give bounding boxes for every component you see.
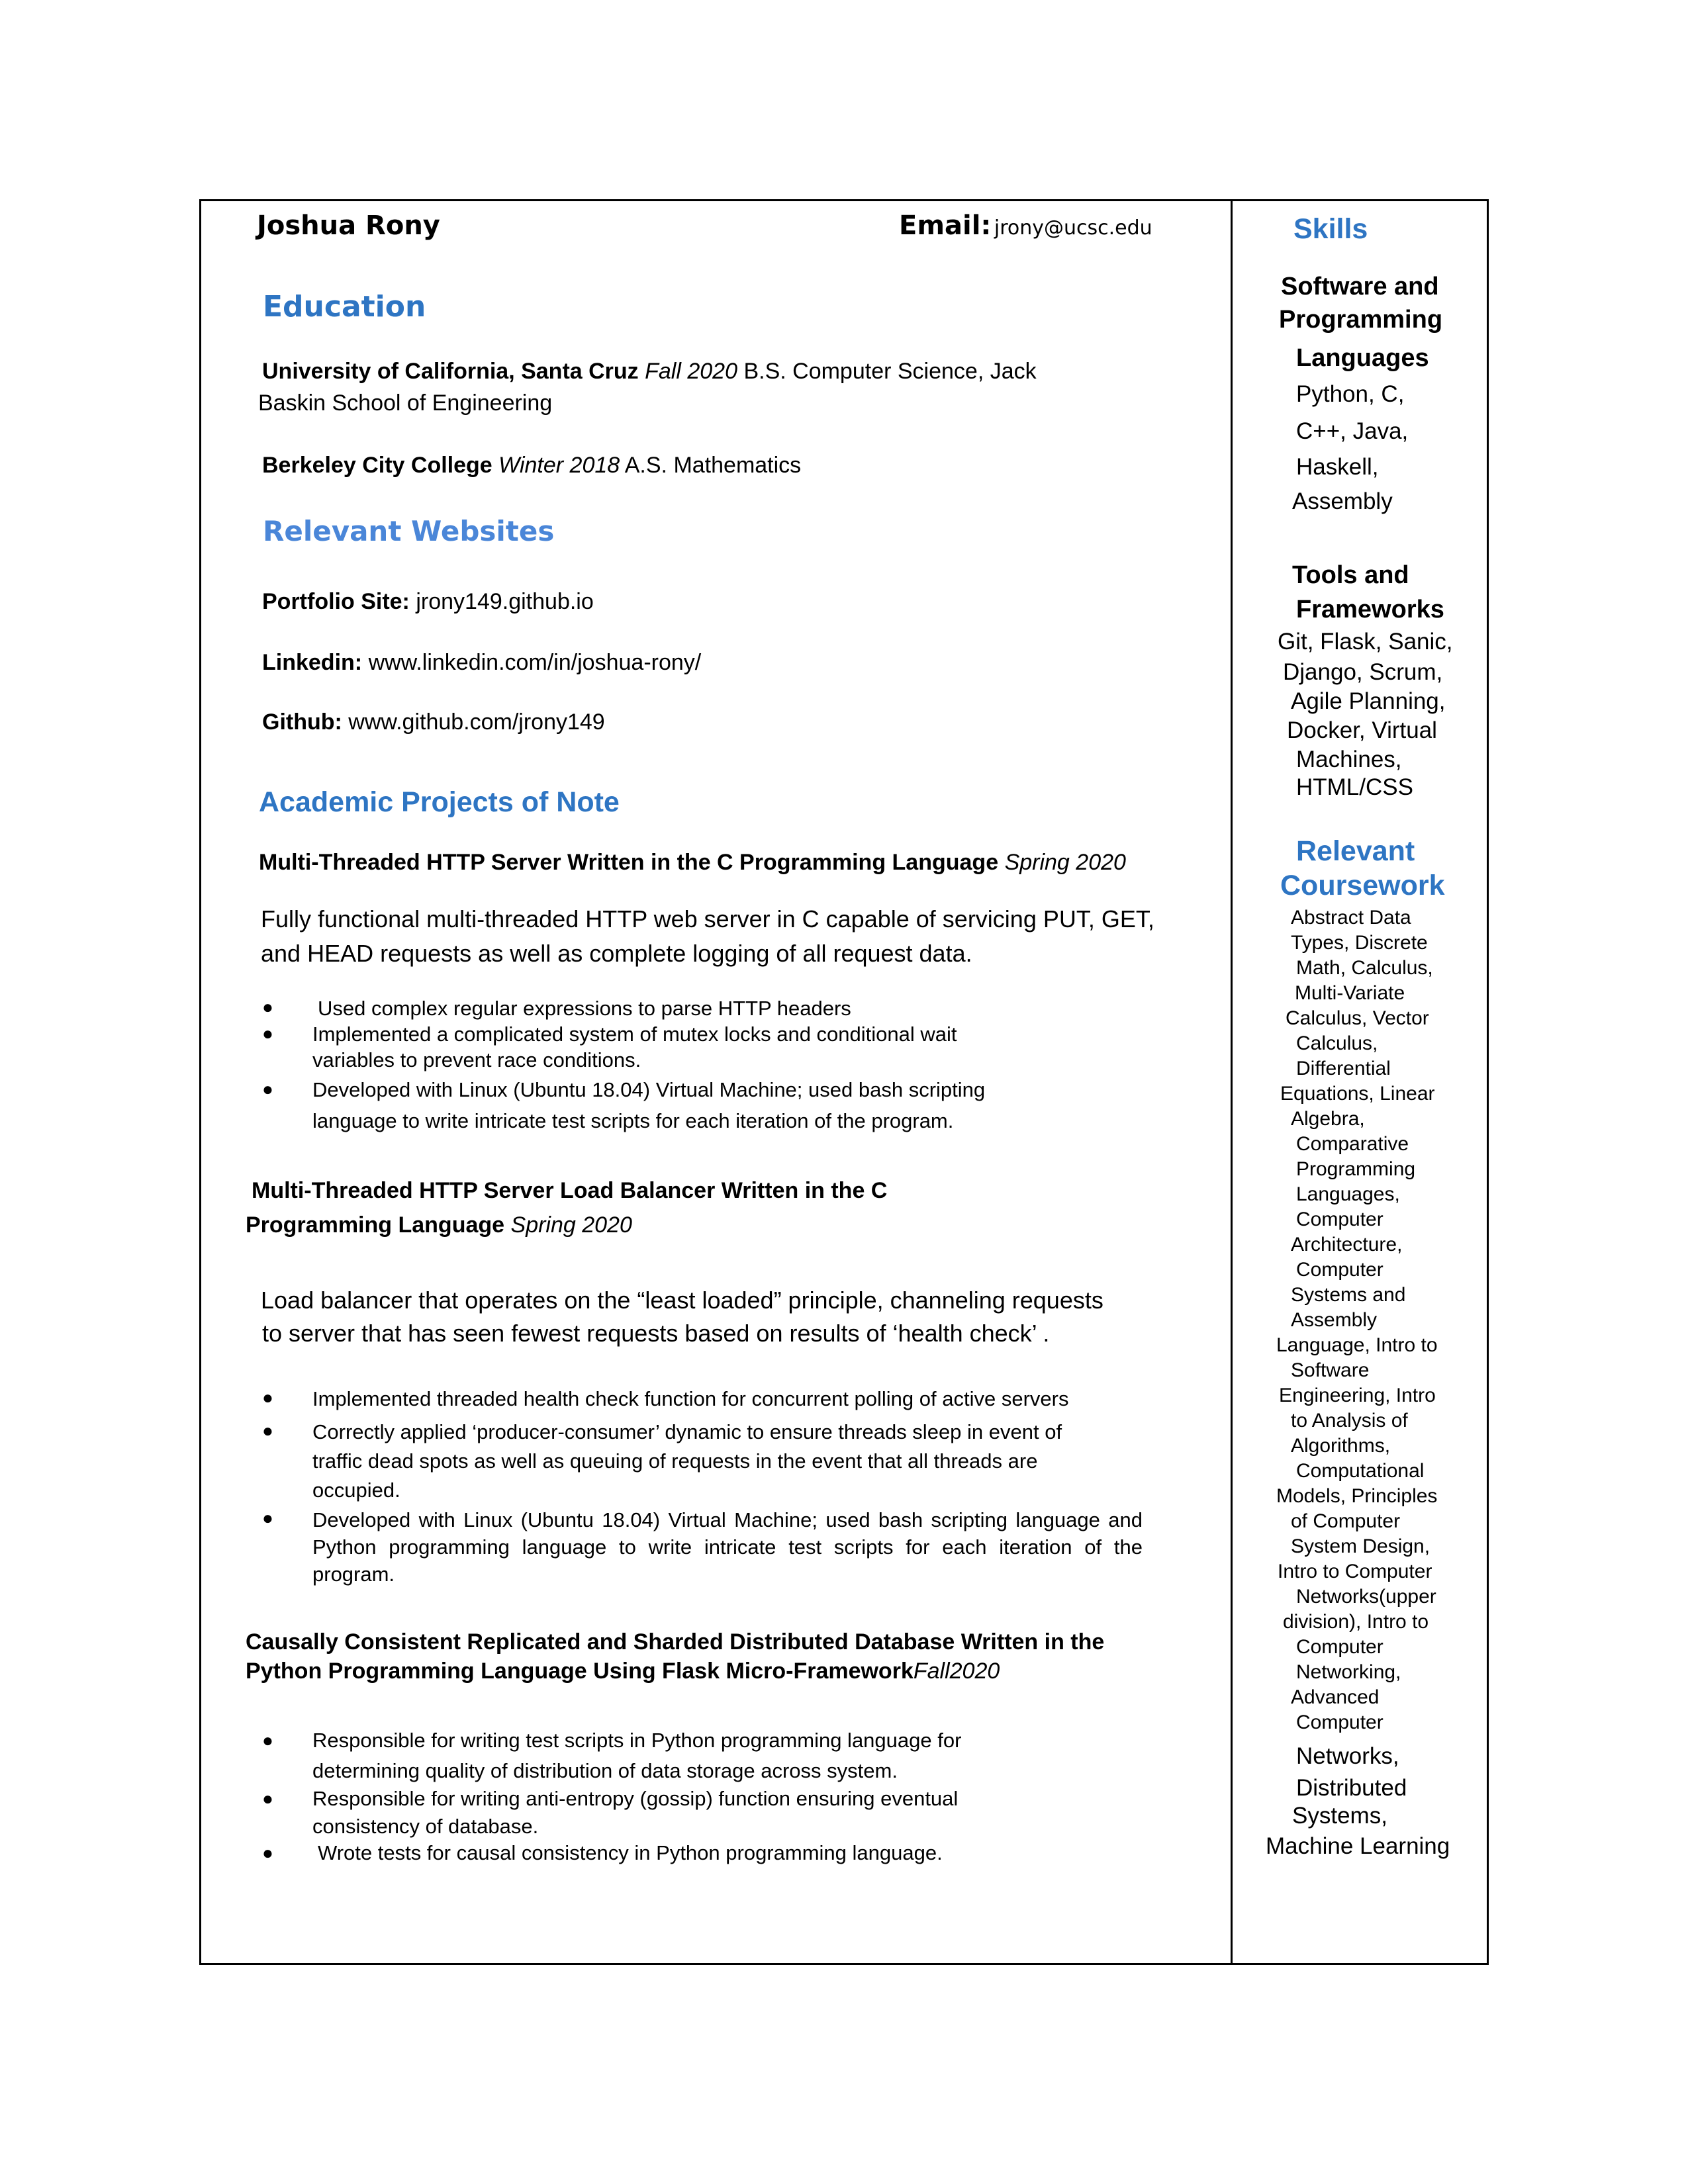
tool-item: Agile Planning,	[1291, 688, 1446, 714]
coursework-item: Machine Learning	[1266, 1833, 1450, 1859]
coursework-item: Computer	[1296, 1259, 1383, 1281]
column-divider	[1231, 199, 1233, 1965]
coursework-item: Architecture,	[1291, 1234, 1403, 1255]
website-portfolio	[262, 589, 594, 615]
bullet-dot: ●	[262, 1788, 273, 1809]
project-1-description: Fully functional multi-threaded HTTP web server in C capable of servicing PUT, GET,	[261, 905, 1154, 933]
bullet-dot: ●	[262, 1387, 273, 1408]
project-2-title-cont	[246, 1212, 632, 1238]
coursework-item: Math, Calculus,	[1296, 957, 1433, 979]
language-item: Assembly	[1292, 488, 1393, 514]
languages-heading: Programming	[1279, 306, 1443, 334]
project-3-bullet-3: Wrote tests for causal consistency in Python programming language.	[318, 1841, 943, 1864]
bullet-dot: ●	[262, 1420, 273, 1441]
project-title-text: Python Programming Language Using Flask Micro-Framework	[246, 1659, 914, 1684]
website-label: Linkedin:	[262, 650, 363, 675]
degree-text: B.S. Computer Science, Jack	[743, 359, 1037, 384]
project-2-bullet-1: Implemented threaded health check function for concurrent polling of active servers	[312, 1387, 1069, 1410]
coursework-item: Systems and	[1291, 1284, 1406, 1306]
coursework-item: Programming	[1296, 1158, 1416, 1180]
project-term: Spring 2020	[1004, 850, 1126, 875]
tool-item: Docker, Virtual	[1287, 717, 1437, 743]
project-2-description: Load balancer that operates on the “least loaded” principle, channeling requests	[261, 1287, 1103, 1314]
project-title-text: Multi-Threaded HTTP Server Written in the C Programming Language	[259, 850, 999, 875]
school-term: Winter 2018	[498, 453, 620, 478]
bullet-dot: ●	[262, 1508, 273, 1528]
coursework-item: Abstract Data	[1291, 907, 1411, 929]
coursework-item: Differential	[1296, 1058, 1391, 1079]
project-3-bullet-2-cont: consistency of database.	[312, 1815, 539, 1838]
project-3-bullet-1: Responsible for writing test scripts in Python programming language for	[312, 1729, 962, 1752]
coursework-item: Calculus, Vector	[1286, 1007, 1429, 1029]
language-item: Haskell,	[1296, 454, 1379, 480]
coursework-heading: Relevant	[1296, 835, 1415, 867]
coursework-item: Distributed	[1296, 1775, 1407, 1801]
skills-heading: Skills	[1293, 213, 1368, 245]
coursework-item: Calculus,	[1296, 1032, 1378, 1054]
website-label: Github:	[262, 709, 342, 735]
coursework-item: Systems,	[1292, 1803, 1387, 1829]
websites-heading: Relevant Websites	[263, 515, 555, 547]
project-1-bullet-3-cont: language to write intricate test scripts for each iteration of the program.	[312, 1109, 954, 1132]
website-link[interactable]: www.github.com/jrony149	[348, 709, 605, 735]
project-2-bullet-3: Developed with Linux (Ubuntu 18.04) Virtual Machine; used bash scripting language and Python programming language to write intricate test scripts for each iteration of the program.	[312, 1508, 1143, 1586]
coursework-item: Comparative	[1296, 1133, 1409, 1155]
coursework-item: Languages,	[1296, 1183, 1400, 1205]
candidate-name: Joshua Rony	[257, 210, 440, 241]
coursework-item: Algorithms,	[1291, 1435, 1391, 1457]
coursework-item: Advanced	[1291, 1686, 1380, 1708]
coursework-item: to Analysis of	[1291, 1410, 1408, 1432]
project-3-bullet-2: Responsible for writing anti-entropy (gossip) function ensuring eventual	[312, 1787, 959, 1810]
coursework-item: Multi-Variate	[1295, 982, 1405, 1004]
email-label: Email:	[899, 210, 992, 241]
tool-item: Machines,	[1296, 747, 1402, 772]
education-entry-bcc	[262, 453, 801, 478]
coursework-item: Computer	[1296, 1636, 1383, 1658]
school-name: Berkeley City College	[262, 453, 492, 478]
bullet-dot: ●	[262, 1023, 273, 1044]
project-2-bullet-2: Correctly applied ‘producer-consumer’ dynamic to ensure threads sleep in event of	[312, 1420, 1062, 1443]
website-github	[262, 709, 605, 735]
school-name: University of California, Santa Cruz	[262, 359, 639, 384]
coursework-item: Engineering, Intro	[1279, 1385, 1436, 1406]
project-2-description-cont: to server that has seen fewest requests based on results of ‘health check’ .	[262, 1320, 1050, 1347]
tool-item: Django, Scrum,	[1283, 659, 1443, 685]
coursework-item: Computer	[1296, 1208, 1383, 1230]
languages-heading: Languages	[1296, 344, 1429, 372]
projects-heading: Academic Projects of Note	[259, 786, 620, 818]
project-3-bullet-1-cont: determining quality of distribution of data storage across system.	[312, 1759, 898, 1782]
project-term: Fall2020	[913, 1659, 1000, 1684]
languages-heading: Software and	[1281, 273, 1439, 300]
coursework-item: Models, Principles	[1276, 1485, 1438, 1507]
coursework-item: Algebra,	[1291, 1108, 1365, 1130]
tools-heading: Frameworks	[1296, 596, 1444, 623]
email-value[interactable]: jrony@ucsc.edu	[994, 216, 1152, 240]
bullet-dot: ●	[262, 997, 273, 1017]
project-3-title-cont	[246, 1659, 1000, 1684]
language-item: Python, C,	[1296, 381, 1405, 407]
project-2-bullet-2-cont: traffic dead spots as well as queuing of requests in the event that all threads are	[312, 1449, 1038, 1473]
website-link[interactable]: www.linkedin.com/in/joshua-rony/	[368, 650, 702, 675]
coursework-item: Computational	[1296, 1460, 1425, 1482]
project-1-bullet-2: Implemented a complicated system of mutex locks and conditional wait	[312, 1023, 957, 1046]
coursework-item: Networks(upper	[1296, 1586, 1436, 1608]
coursework-item: Computer	[1296, 1711, 1383, 1733]
tools-heading: Tools and	[1292, 561, 1409, 589]
project-title-text: Programming Language	[246, 1212, 505, 1238]
project-2-title: Multi-Threaded HTTP Server Load Balancer Written in the C	[252, 1178, 888, 1203]
email-line	[899, 210, 1152, 241]
school-term: Fall 2020	[645, 359, 737, 384]
coursework-item: Intro to Computer	[1278, 1561, 1432, 1582]
education-entry-ucsc	[262, 359, 1037, 385]
project-1-bullet-3: Developed with Linux (Ubuntu 18.04) Virtual Machine; used bash scripting	[312, 1078, 986, 1101]
website-link[interactable]: jrony149.github.io	[416, 589, 594, 614]
project-3-title: Causally Consistent Replicated and Sharded Distributed Database Written in the	[246, 1629, 1105, 1655]
coursework-item: Software	[1291, 1359, 1370, 1381]
project-1-description-cont: and HEAD requests as well as complete logging of all request data.	[261, 940, 972, 967]
website-label: Portfolio Site:	[262, 589, 410, 614]
coursework-item: Language, Intro to	[1276, 1334, 1438, 1356]
website-linkedin	[262, 650, 701, 676]
degree-text: A.S. Mathematics	[624, 453, 802, 478]
project-1-bullet-2-cont: variables to prevent race conditions.	[312, 1048, 641, 1071]
language-item: C++, Java,	[1296, 418, 1409, 444]
coursework-heading: Coursework	[1280, 870, 1445, 901]
project-2-bullet-2-cont: occupied.	[312, 1479, 400, 1502]
tool-item: Git, Flask, Sanic,	[1278, 629, 1453, 655]
bullet-dot: ●	[262, 1079, 273, 1099]
project-term: Spring 2020	[510, 1212, 632, 1238]
coursework-item: Networking,	[1296, 1661, 1401, 1683]
degree-text-continued: Baskin School of Engineering	[258, 390, 553, 416]
coursework-item: Types, Discrete	[1291, 932, 1428, 954]
coursework-item: Assembly	[1291, 1309, 1378, 1331]
education-heading: Education	[263, 290, 426, 324]
project-1-title	[259, 850, 1126, 876]
tool-item: HTML/CSS	[1296, 774, 1413, 800]
coursework-item: System Design,	[1291, 1535, 1430, 1557]
coursework-item: Equations, Linear	[1280, 1083, 1435, 1105]
bullet-dot: ●	[262, 1843, 273, 1863]
bullet-dot: ●	[262, 1730, 273, 1751]
project-1-bullet-1: Used complex regular expressions to parse HTTP headers	[318, 997, 851, 1020]
coursework-item: division), Intro to	[1283, 1611, 1429, 1633]
coursework-item: Networks,	[1296, 1743, 1399, 1769]
coursework-item: of Computer	[1291, 1510, 1401, 1532]
